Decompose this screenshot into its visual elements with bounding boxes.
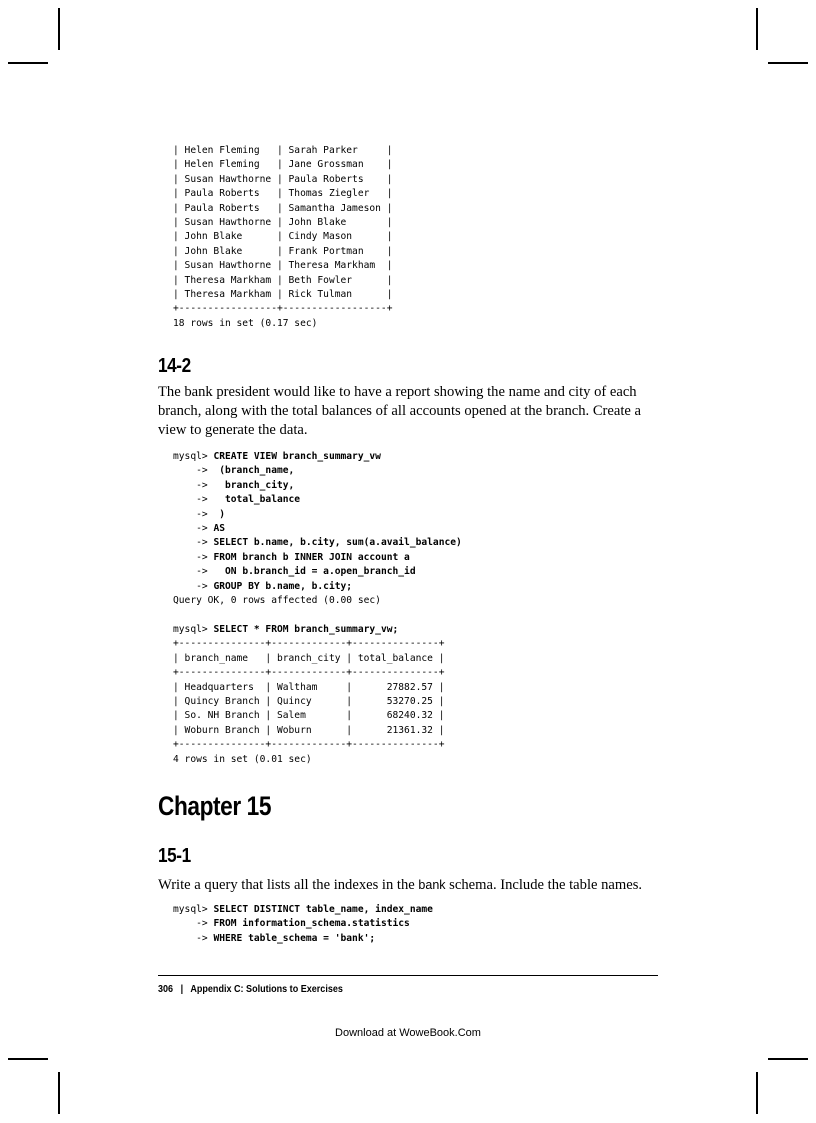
crop-mark-top-left-horizontal	[8, 62, 48, 64]
code-command: SELECT * FROM branch_summary_vw;	[213, 624, 399, 635]
footer-separator: |	[180, 983, 184, 995]
text-segment: schema. Include the table names.	[445, 877, 643, 893]
exercise-heading-15-1: 15-1	[158, 845, 191, 867]
code-prompt: mysql>	[173, 904, 214, 915]
result-table-line: | Quincy Branch | Quincy | 53270.25 |	[173, 696, 445, 708]
code-prompt: ->	[173, 494, 214, 506]
crop-mark-bottom-right-horizontal	[768, 1058, 808, 1060]
code-command: FROM information_schema.statistics	[213, 918, 410, 930]
exercise-15-1-code	[173, 903, 433, 946]
crop-mark-bottom-left-horizontal	[8, 1058, 48, 1060]
crop-mark-top-left-vertical	[58, 8, 60, 50]
crop-mark-top-right-horizontal	[768, 62, 808, 64]
code-prompt: mysql>	[173, 451, 214, 462]
output-line: | Theresa Markham | Rick Tulman |	[173, 289, 393, 301]
output-line: | Helen Fleming | Sarah Parker |	[173, 145, 393, 156]
code-prompt: ->	[173, 465, 214, 477]
output-line: | Theresa Markham | Beth Fowler |	[173, 274, 393, 286]
code-command: ON b.branch_id = a.open_branch_id	[213, 566, 416, 578]
result-table-line: | Headquarters | Waltham | 27882.57 |	[173, 681, 445, 693]
code-command: AS	[213, 523, 225, 535]
output-line: | Susan Hawthorne | Paula Roberts |	[173, 173, 393, 185]
code-command: FROM branch b INNER JOIN account a	[213, 551, 410, 563]
code-prompt: ->	[173, 551, 214, 563]
code-prompt: ->	[173, 580, 214, 592]
output-line: | John Blake | Cindy Mason |	[173, 231, 393, 243]
code-command: total_balance	[213, 494, 301, 506]
result-table-line: +---------------+-------------+---------------+	[173, 739, 445, 751]
code-command: )	[213, 508, 225, 520]
output-line: +-----------------+------------------+	[173, 303, 393, 315]
page-footer	[158, 983, 343, 995]
result-table-line: | Woburn Branch | Woburn | 21361.32 |	[173, 724, 445, 736]
exercise-heading-14-2: 14-2	[158, 355, 191, 377]
download-watermark: Download at WoweBook.Com	[335, 1027, 481, 1039]
code-command: branch_city,	[213, 479, 295, 491]
output-line: | Susan Hawthorne | Theresa Markham |	[173, 260, 393, 272]
result-table-line: +---------------+-------------+---------------+	[173, 638, 445, 650]
code-command: CREATE VIEW branch_summary_vw	[213, 451, 381, 462]
code-command: SELECT b.name, b.city, sum(a.avail_balance)	[213, 537, 462, 549]
result-table-line: +---------------+-------------+---------------+	[173, 667, 445, 679]
crop-mark-top-right-vertical	[756, 8, 758, 50]
footer-title: Appendix C: Solutions to Exercises	[190, 983, 343, 995]
page-number: 306	[158, 983, 174, 995]
output-line: | Helen Fleming | Jane Grossman |	[173, 159, 393, 171]
query-result: Query OK, 0 rows affected (0.00 sec)	[173, 595, 381, 607]
code-command: SELECT DISTINCT table_name, index_name	[213, 904, 433, 915]
code-prompt: ->	[173, 932, 214, 944]
footer-rule	[158, 975, 658, 976]
code-prompt: ->	[173, 918, 214, 930]
inline-code: bank	[418, 878, 446, 892]
output-line: | Paula Roberts | Samantha Jameson |	[173, 202, 393, 214]
output-line: | Paula Roberts | Thomas Ziegler |	[173, 188, 393, 200]
code-prompt: ->	[173, 508, 214, 520]
code-prompt: ->	[173, 537, 214, 549]
chapter-title: Chapter 15	[158, 791, 272, 821]
exercise-15-1-text	[158, 876, 663, 895]
output-line: | Susan Hawthorne | John Blake |	[173, 217, 393, 229]
code-command: WHERE table_schema = 'bank';	[213, 932, 376, 944]
text-segment: Write a query that lists all the indexes in the	[158, 877, 419, 893]
code-prompt: ->	[173, 523, 214, 535]
output-line: 18 rows in set (0.17 sec)	[173, 317, 318, 329]
code-command: GROUP BY b.name, b.city;	[213, 580, 353, 592]
exercise-14-2-select	[173, 623, 444, 767]
code-prompt: ->	[173, 566, 214, 578]
crop-mark-bottom-left-vertical	[58, 1072, 60, 1114]
code-command: (branch_name,	[213, 465, 295, 477]
query-output-continued	[173, 144, 393, 331]
exercise-14-2-text: The bank president would like to have a report showing the name and city of each branch, along with the total balances of all accounts opened at the branch. Create a view to generate the data.	[158, 384, 642, 438]
result-table-line: | So. NH Branch | Salem | 68240.32 |	[173, 710, 445, 722]
exercise-14-2-code	[173, 450, 462, 608]
result-table-line: | branch_name | branch_city | total_balance |	[173, 652, 445, 664]
crop-mark-bottom-right-vertical	[756, 1072, 758, 1114]
code-prompt: mysql>	[173, 624, 214, 635]
code-prompt: ->	[173, 479, 214, 491]
output-line: | John Blake | Frank Portman |	[173, 245, 393, 257]
result-table-line: 4 rows in set (0.01 sec)	[173, 753, 312, 765]
